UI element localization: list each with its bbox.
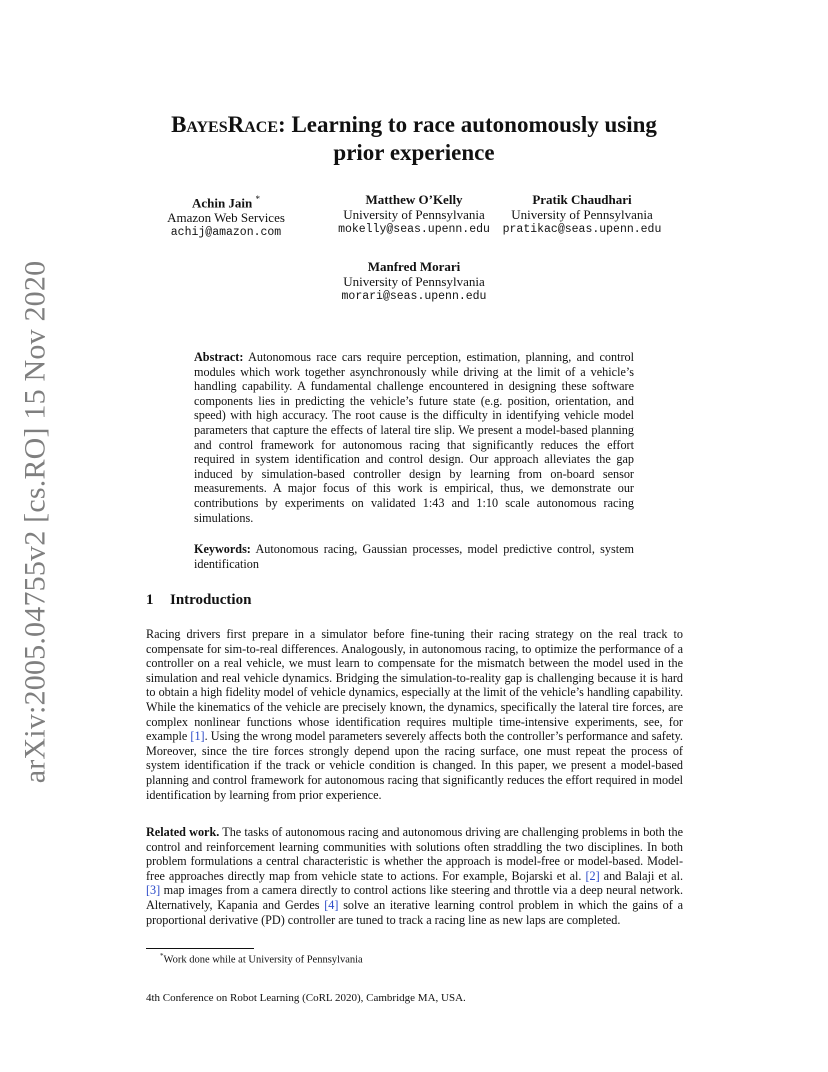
author-email[interactable]: morari@seas.upenn.edu: [341, 290, 487, 303]
author-affiliation: Amazon Web Services: [167, 210, 285, 226]
author-name: Matthew O’Kelly: [365, 192, 463, 207]
author-footnote-mark: *: [255, 194, 261, 204]
related-text: solve an iterative learning control problem in which the gains of a proportional derivative (PD) controller are tuned to track a racing line as new laps are completed.: [146, 897, 683, 927]
author-affiliation: University of Pennsylvania: [343, 207, 485, 222]
abstract: [194, 350, 634, 525]
author-affiliation: University of Pennsylvania: [343, 274, 485, 289]
title-line2: prior experience: [333, 140, 495, 165]
section-title: Introduction: [170, 592, 252, 608]
keywords: [194, 542, 634, 571]
author-name: Achin Jain: [191, 195, 253, 211]
related-text: The tasks of autonomous racing and autonomous driving are challenging problems in both the control and reinforcement learning communities with solutions often straddling the two disciplines. In both problem formulations a central characteristic is whether the approach is model-free or model-based. Model-free approaches directly map from vehicle state to actions. For example, Bojarski et al.: [146, 825, 683, 883]
title-name: BayesRace: [171, 112, 279, 137]
related-text: map images from a camera directly to control actions like steering and throttle via a deep neural network. Alternatively, Kapania and Gerdes: [146, 883, 683, 912]
title-rest: : Learning to race autonomously using: [278, 112, 657, 137]
footnote-rule: [146, 948, 254, 949]
abstract-text: Autonomous race cars require perception, estimation, planning, and control modules which work together asynchronously while driving at the limit of a vehicle’s handling capability. A fundamental challenge encountered in designing these software components lies in predicting the vehicle’s future state (e.g. position, orientation, and speed) with high accuracy. The root cause is the difficulty in identifying vehicle model parameters that capture the effects of lateral tire slip. We present a model-based planning and control framework for autonomous racing that significantly reduces the effort required in system identification and control design. Our approach alleviates the gap induced by simulation-based controller design by learning from on-board sensor measurements. A major focus of this work is empirical, thus, we demonstrate our contributions by experiments on validated 1:43 and 1:10 scale autonomous racing simulations.: [194, 350, 634, 525]
paragraph-heading: Related work.: [146, 825, 220, 839]
author-email[interactable]: achij@amazon.com: [170, 226, 282, 240]
author-affiliation: University of Pennsylvania: [511, 207, 653, 222]
arxiv-stamp: [10, 260, 60, 784]
paper-title: [130, 111, 698, 167]
author-name: Pratik Chaudhari: [532, 192, 632, 207]
keywords-text: Autonomous racing, Gaussian processes, model predictive control, system identification: [194, 542, 635, 571]
intro-text: . Using the wrong model parameters severely affects both the controller’s performance and safety. Moreover, since the tire forces strongly depend upon the racing surface, one must repeat the process of system identification if the track or vehicle condition is changed. In this paper, we present a model-based planning and control framework for autonomous racing that significantly reduces the effort required in model identification by learning from prior experience.: [146, 729, 683, 802]
author-email[interactable]: mokelly@seas.upenn.edu: [338, 223, 490, 236]
related-work-paragraph: [146, 825, 683, 927]
citation-link[interactable]: [2]: [585, 868, 600, 883]
author-block-4: [314, 259, 514, 304]
section-number: 1: [146, 592, 154, 608]
section-heading: [146, 592, 251, 609]
citation-link[interactable]: [4]: [324, 897, 339, 912]
keywords-label: Keywords:: [194, 542, 251, 556]
arxiv-stamp-text: arXiv:2005.04755v2 [cs.RO] 15 Nov 2020: [18, 260, 51, 784]
related-text: and Balaji et al.: [599, 868, 684, 883]
abstract-label: Abstract:: [194, 350, 244, 364]
intro-paragraph-1: [146, 627, 683, 802]
footnote: [160, 952, 363, 966]
author-block-2: [308, 192, 520, 237]
footnote-text: Work done while at University of Pennsylvania: [163, 954, 363, 966]
author-block-1: [146, 192, 306, 240]
citation-link[interactable]: [3]: [146, 883, 161, 898]
footnote-mark: *: [160, 952, 164, 960]
author-name: Manfred Morari: [367, 259, 461, 274]
venue-line: 4th Conference on Robot Learning (CoRL 2020), Cambridge MA, USA.: [146, 992, 466, 1004]
citation-link[interactable]: [1]: [190, 729, 205, 744]
author-block-3: [494, 192, 670, 237]
author-email[interactable]: pratikac@seas.upenn.edu: [502, 223, 662, 236]
intro-text: Racing drivers first prepare in a simulator before fine-tuning their racing strategy on the real track to compensate for sim-to-real differences. Analogously, in autonomous racing, to optimize the performance of a controller on a real vehicle, we must learn to compensate for the mismatch between the model used in the simulation and real vehicle dynamics. Bridging the simulation-to-reality gap is challenging because it is hard to obtain a high fidelity model of vehicle dynamics, especially at the limit of the vehicle’s handling capability. While the kinematics of the vehicle are precisely known, the dynamics, specifically the lateral tire forces, are complex nonlinear functions whose identification requires multiple time-intensive experiments, see, for example: [146, 627, 683, 744]
